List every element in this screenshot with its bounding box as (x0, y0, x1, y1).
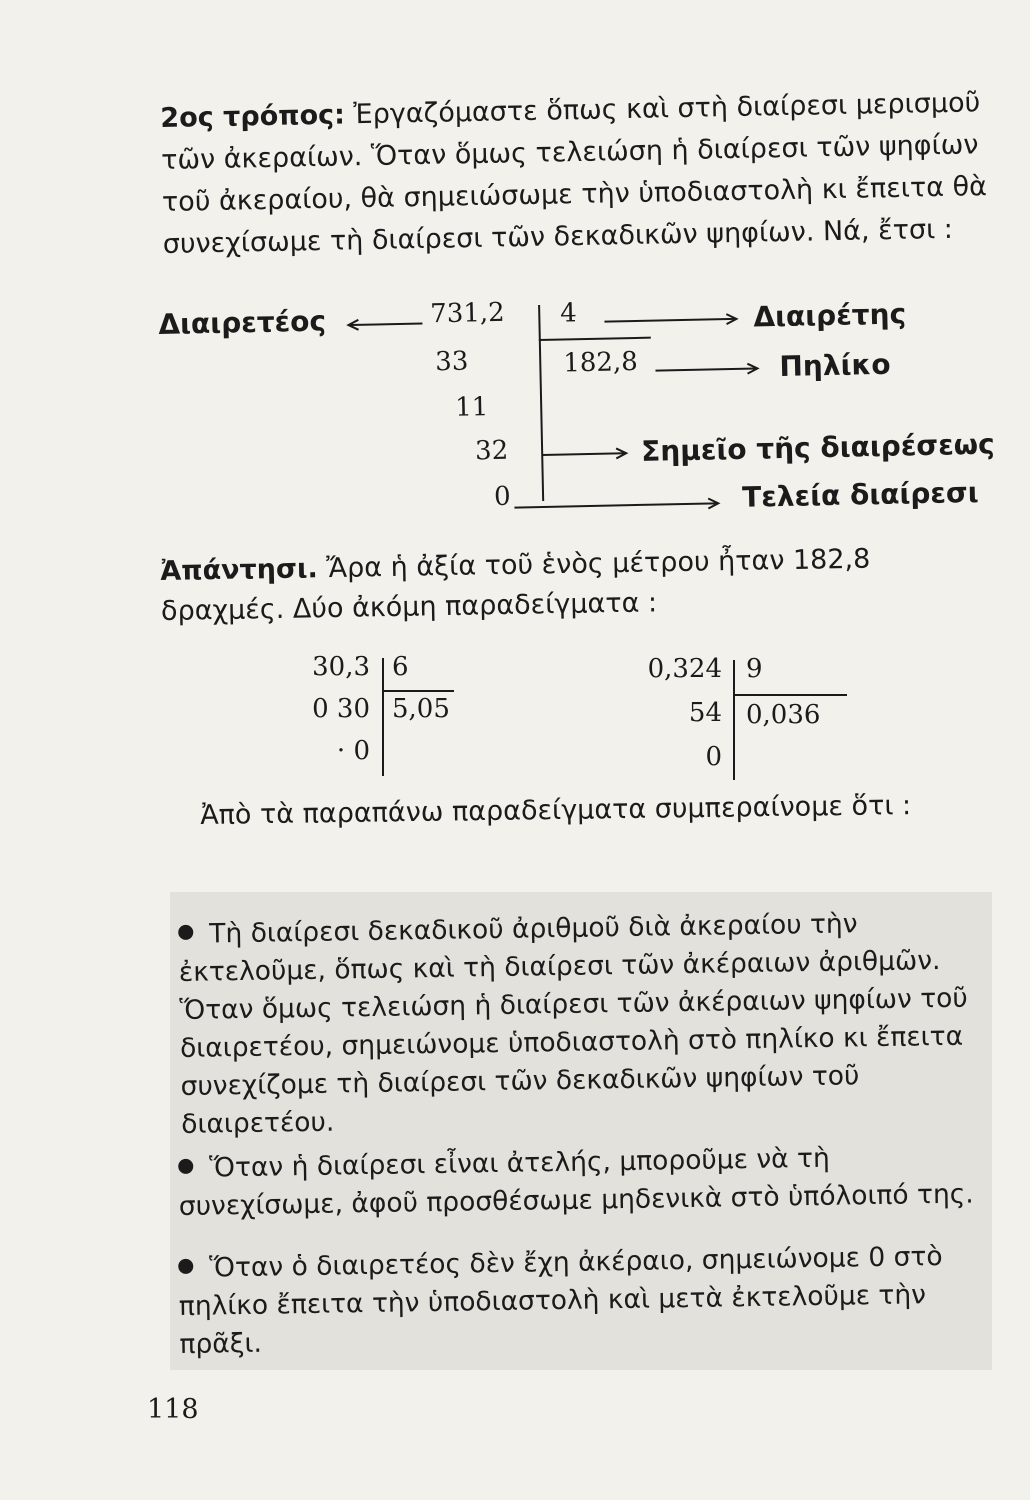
arrow-to-decimal-label-icon (542, 447, 632, 461)
example-divisor: 6 (392, 652, 409, 682)
example-vertical-bar (382, 658, 384, 776)
division-vertical-bar (538, 305, 544, 501)
rule-item (178, 1237, 980, 1364)
answer-paragraph (160, 537, 1001, 632)
example-quotient: 5,05 (392, 694, 450, 724)
arrow-to-divisor-label-icon (602, 313, 742, 328)
quotient-value: 182,8 (563, 346, 639, 379)
example-horizontal-bar (382, 690, 454, 692)
rule-text: Τὴ διαίρεσι δεκαδικοῦ ἀριθμοῦ διὰ ἀκεραίου τὴν ἐκτελοῦμε, ὅπως καὶ τὴ διαίρεσι τῶν ἀκέραιων ἀριθμῶν. Ὅταν ὅμως τελειώση ἡ διαίρεσι τῶν ἀκέραιων ψηφίων τοῦ διαιρετέου, σημειώνομε ὑποδιαστολὴ στὸ πηλίκο κι ἔπειτα συνεχίζομε τὴ διαίρεσι τῶν δεκαδικῶν ψηφίων τοῦ διαιρετέου. (178, 908, 968, 1140)
dividend-value: 731,2 (429, 297, 505, 330)
conclusion-line: Ἀπὸ τὰ παραπάνω παραδείγματα συμπεραίνομε ὅτι : (200, 790, 912, 831)
remainder-step: 11 (454, 392, 489, 423)
label-exact-division: Τελεία διαίρεσι (741, 475, 979, 514)
arrow-to-quotient-label-icon (653, 362, 763, 376)
example-step: 0 30 (312, 694, 370, 724)
long-division-diagram (158, 287, 1013, 535)
intro-text: Ἐργαζόμαστε ὅπως καὶ στὴ διαίρεσι μερισμοῦ τῶν ἀκεραίων. Ὅταν ὅμως τελειώση ἡ διαίρεσι τῶν ψηφίων τοῦ ἀκεραίου, θὰ σημειώσωμε τὴν ὑποδιαστολὴ κι ἔπειτα θὰ συνεχίσωμε τὴ διαίρεσι τῶν δεκαδικῶν ψηφίων. Νά, ἔτσι : (160, 87, 988, 260)
example-divisor: 9 (746, 654, 763, 684)
example-step: 0 (705, 742, 722, 772)
example-step: 54 (688, 698, 722, 728)
label-divisor: Διαιρέτης (753, 297, 907, 334)
bullet-icon (178, 1159, 193, 1174)
method-heading: 2ος τρόπος: (160, 99, 346, 134)
example-vertical-bar (733, 660, 735, 780)
arrow-to-exact-label-icon (514, 497, 724, 513)
rule-item (178, 1137, 979, 1226)
rule-text: Ὅταν ὁ διαιρετέος δὲν ἔχη ἀκέραιο, σημειώνομε 0 στὸ πηλίκο ἔπειτα τὴν ὑποδιαστολὴ καὶ μετὰ ἐκτελοῦμε τὴν πρᾶξι. (178, 1240, 943, 1360)
answer-text: Ἄρα ἡ ἀξία τοῦ ἑνὸς μέτρου ἦταν 182,8 δραχμές. Δύο ἀκόμη παραδείγματα : (160, 543, 871, 627)
example-division-2 (600, 654, 860, 784)
example-step: · 0 (336, 736, 370, 766)
answer-heading: Ἀπάντησι. (160, 553, 319, 587)
intro-paragraph (160, 82, 1003, 266)
bullet-icon (178, 1259, 193, 1274)
divisor-value: 4 (559, 298, 578, 329)
division-horizontal-bar (539, 337, 651, 341)
arrow-to-dividend-icon (344, 317, 424, 331)
example-dividend: 0,324 (647, 654, 722, 684)
label-dividend: Διαιρετέος (158, 304, 327, 341)
bullet-icon (178, 925, 193, 940)
remainder-step: 33 (434, 346, 469, 378)
example-quotient: 0,036 (746, 700, 821, 730)
rule-text: Ὅταν ἡ διαίρεσι εἶναι ἀτελής, μποροῦμε νὰ τὴ συνεχίσωμε, ἀφοῦ προσθέσωμε μηδενικὰ στὸ ὑπόλοιπό της. (178, 1142, 974, 1222)
label-quotient: Πηλίκο (779, 347, 891, 383)
example-horizontal-bar (733, 694, 847, 696)
page-number: 118 (147, 1394, 199, 1425)
remainder-step: 32 (474, 435, 509, 467)
label-decimal-point: Σημεῖο τῆς διαιρέσεως (640, 427, 995, 468)
example-division-1 (280, 652, 480, 782)
rule-item (178, 903, 981, 1144)
example-dividend: 30,3 (312, 652, 370, 682)
remainder-step: 0 (493, 481, 511, 513)
